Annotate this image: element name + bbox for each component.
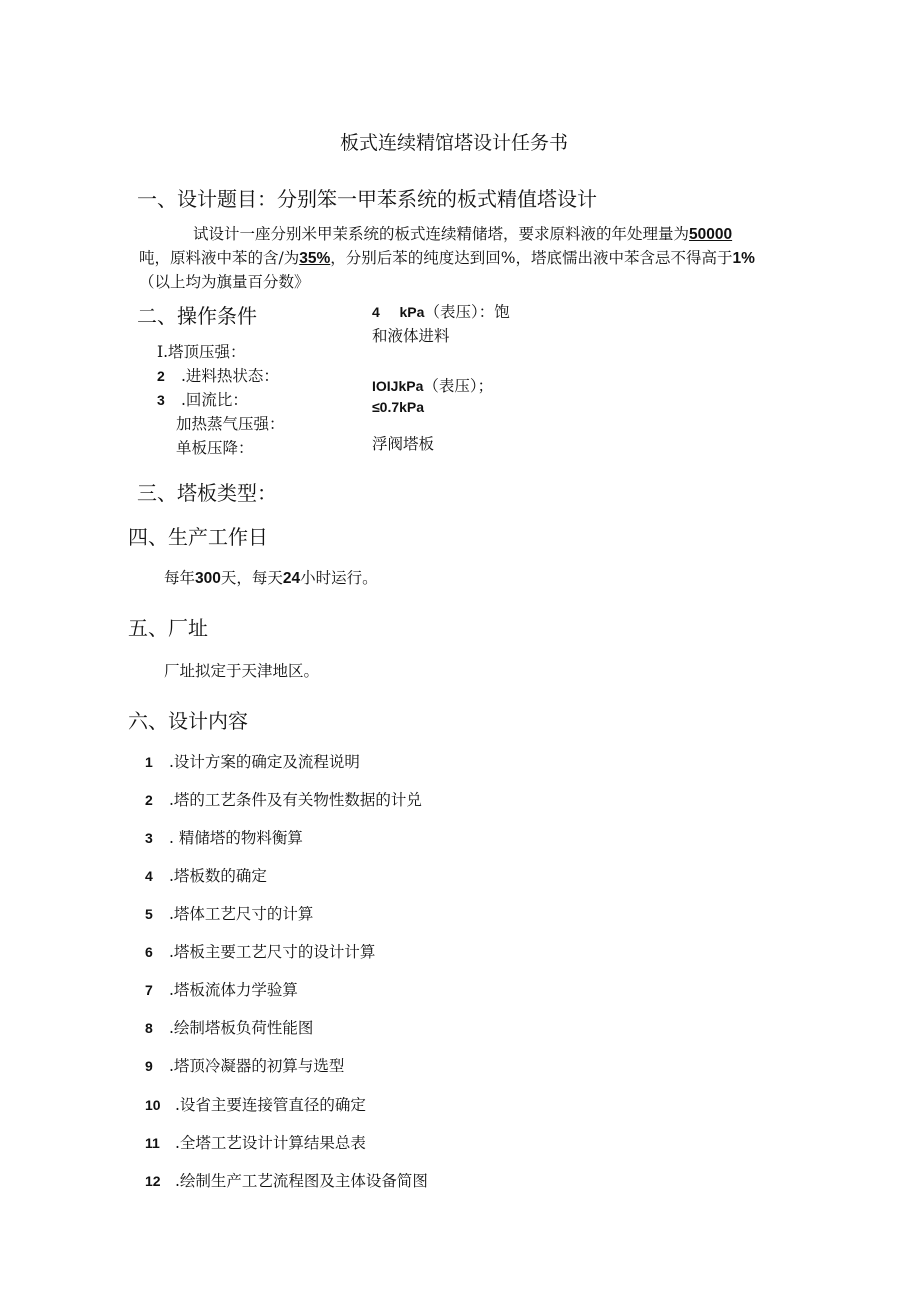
section-1-line-1 <box>193 222 732 244</box>
condition-value-4: ≤0.7kPa <box>372 399 425 415</box>
condition-value-1 <box>372 300 510 322</box>
section-1-line-2-text-a: 吨，原料液中苯的含/为 <box>139 249 300 267</box>
condition-reflux-label <box>157 388 248 410</box>
work-days-middle: 天，每天 <box>220 569 283 587</box>
list-item <box>145 978 298 1000</box>
condition-top-pressure-label: I.塔顶压强： <box>157 343 246 361</box>
section-1-heading: 一、设计题目：分别笨一甲苯系统的板式精值塔设计 <box>137 187 597 211</box>
list-item-number: 7 <box>145 982 153 998</box>
steam-pressure-number: IOIJkPa <box>372 378 424 394</box>
section-1-line-1-text: 试设计一座分别米甲茉系统的板式连续精储塔，要求原料液的年处理量为 <box>193 225 690 243</box>
list-item-text: .塔板主要工艺尺寸的设计计算 <box>169 943 376 961</box>
section-1-line-2-text-b: ，分别后苯的纯度达到回%，塔底懦出液中苯含忌不得高于 <box>330 249 733 267</box>
list-item-number: 11 <box>145 1135 160 1151</box>
section-5-text: 厂址拟定于天津地区。 <box>164 662 320 680</box>
condition-reflux-text: .回流比： <box>181 391 248 409</box>
top-pressure-rest: （表压）：饱 <box>424 303 510 321</box>
condition-value-2: 和液体进料 <box>372 327 450 345</box>
list-item-number: 4 <box>145 868 153 884</box>
condition-plate-drop-label: 单板压降： <box>176 439 254 457</box>
list-item <box>145 788 422 810</box>
condition-value-5: 浮阀塔板 <box>372 435 435 453</box>
work-days-value: 300 <box>195 570 221 587</box>
condition-value-3 <box>372 374 493 396</box>
list-item-text: .塔板流体力学验算 <box>169 981 298 999</box>
condition-feed-state-text: .进料热状态： <box>181 367 279 385</box>
list-item-number: 12 <box>145 1173 161 1189</box>
list-item-text: .全塔工艺设计计算结果总表 <box>175 1134 366 1152</box>
section-2-heading: 二、操作条件 <box>137 304 257 328</box>
condition-reflux-number: 3 <box>157 392 165 408</box>
section-6-heading: 六、设计内容 <box>128 709 248 733</box>
list-item-number: 9 <box>145 1058 153 1074</box>
list-item <box>145 864 267 886</box>
section-5-heading: 五、厂址 <box>128 616 208 640</box>
benzene-content-value: 35% <box>299 250 331 267</box>
section-4-heading: 四、生产工作日 <box>128 525 268 549</box>
list-item-text: .塔顶冷凝器的初算与选型 <box>169 1057 345 1075</box>
list-item-text: .绘制塔板负荷性能图 <box>169 1019 314 1037</box>
list-item-number: 1 <box>145 754 153 770</box>
list-item-text: .绘制生产工艺流程图及主体设备简图 <box>175 1172 428 1190</box>
list-item <box>145 1016 313 1038</box>
annual-capacity-value: 50000 <box>689 226 733 243</box>
list-item <box>145 940 375 962</box>
section-4-text <box>164 566 378 588</box>
list-item-number: 10 <box>145 1097 161 1113</box>
list-item <box>145 1093 366 1115</box>
list-item <box>145 1131 366 1153</box>
condition-feed-state-label <box>157 364 279 386</box>
list-item-number: 8 <box>145 1020 153 1036</box>
list-item-text: .设省主要连接管直径的确定 <box>175 1096 366 1114</box>
list-item <box>145 902 313 924</box>
steam-pressure-rest: （表压）； <box>423 377 494 395</box>
condition-feed-state-number: 2 <box>157 368 165 384</box>
list-item <box>145 1054 344 1076</box>
bottom-limit-value: 1% <box>732 250 755 267</box>
section-1-line-2 <box>139 246 755 268</box>
work-hours-value: 24 <box>282 570 301 587</box>
list-item-number: 6 <box>145 944 153 960</box>
section-3-heading: 三、塔板类型： <box>137 481 277 505</box>
work-hours-suffix: 小时运行。 <box>300 569 378 587</box>
top-pressure-unit: kPa <box>399 304 425 320</box>
list-item-text: .塔板数的确定 <box>169 867 267 885</box>
list-item-text: .塔的工艺条件及有关物性数据的计兑 <box>169 791 422 809</box>
list-item-number: 5 <box>145 906 153 922</box>
list-item <box>145 750 360 772</box>
work-days-prefix: 每年 <box>164 569 196 587</box>
list-item-text: .塔体工艺尺寸的计算 <box>169 905 314 923</box>
top-pressure-number: 4 <box>372 304 380 320</box>
list-item-text: . 精储塔的物料衡算 <box>169 829 303 847</box>
condition-steam-pressure-label: 加热蒸气压强： <box>176 415 285 433</box>
list-item-number: 2 <box>145 792 153 808</box>
list-item-number: 3 <box>145 830 153 846</box>
list-item-text: .设计方案的确定及流程说明 <box>169 753 360 771</box>
list-item <box>145 1169 428 1191</box>
document-title: 板式连续精馆塔设计任务书 <box>340 132 569 154</box>
section-1-line-3: （以上均为旗量百分数》 <box>139 273 310 291</box>
list-item <box>145 826 303 848</box>
